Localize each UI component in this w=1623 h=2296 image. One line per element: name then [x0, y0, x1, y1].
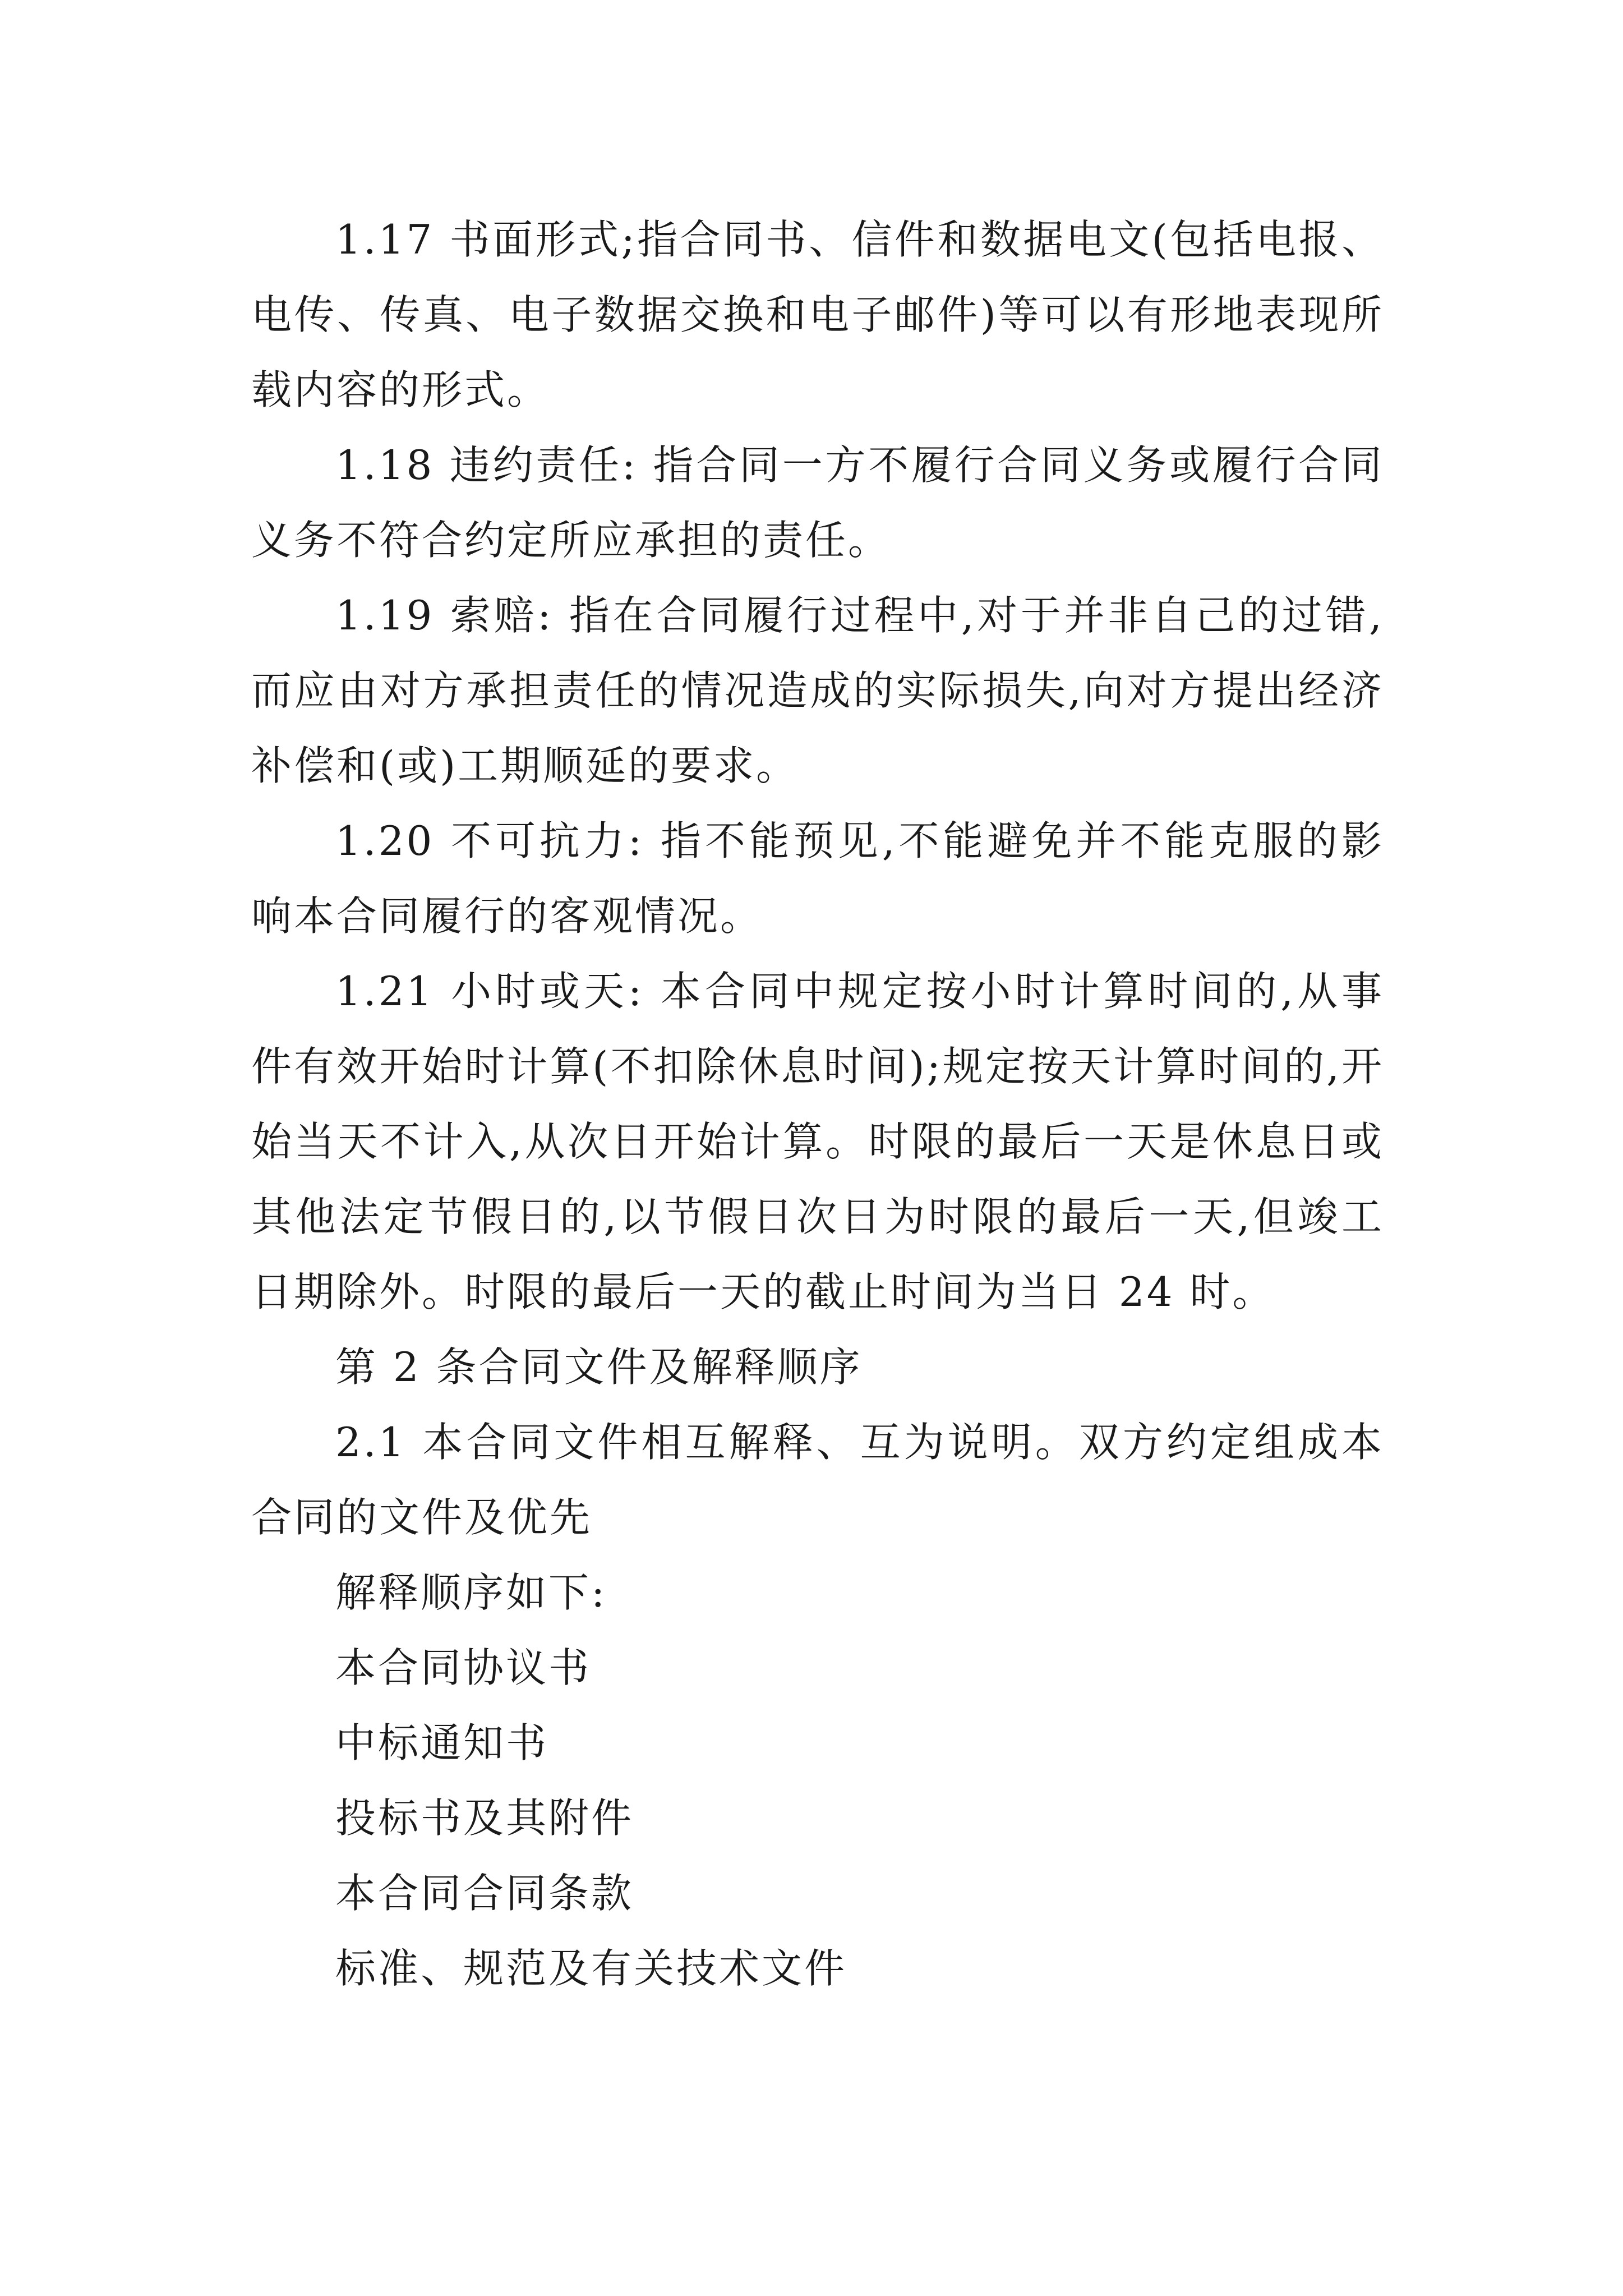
- clause-1-19: 1.19 索赔: 指在合同履行过程中,对于并非自己的过错,而应由对方承担责任的情况造成的实际损失,向对方提出经济补偿和(或)工期顺延的要求。: [251, 592, 1384, 789]
- clause-1-17: 1.17 书面形式;指合同书、信件和数据电文(包括电报、电传、传真、电子数据交换和电子邮件)等可以有形地表现所载内容的形式。: [251, 216, 1384, 413]
- list-item: 本合同合同条款: [335, 1870, 634, 1917]
- clause-1-20: 1.20 不可抗力: 指不能预见,不能避免并不能克服的影响本合同履行的客观情况。: [251, 817, 1384, 940]
- clause-2-1: 2.1 本合同文件相互解释、互为说明。双方约定组成本合同的文件及优先: [251, 1419, 1384, 1541]
- list-item: 本合同协议书: [335, 1644, 592, 1691]
- document-body: [251, 202, 1384, 2006]
- clause-1-18: 1.18 违约责任: 指合同一方不履行合同义务或履行合同义务不符合约定所应承担的责任。: [251, 441, 1384, 564]
- clause-1-21: 1.21 小时或天: 本合同中规定按小时计算时间的,从事件有效开始时计算(不扣除休息时间);规定按天计算时间的,开始当天不计入,从次日开始计算。时限的最后一天是休息日或其他法定节假日的,以节假日次日为时限的最后一天,但竣工日期除外。时限的最后一天的截止时间为当日 24 时。: [251, 968, 1384, 1315]
- interpretation-order-intro: 解释顺序如下:: [335, 1569, 607, 1616]
- list-item: 中标通知书: [335, 1719, 549, 1766]
- list-item: 投标书及其附件: [335, 1795, 634, 1842]
- article-2-heading: 第 2 条合同文件及解释顺序: [335, 1343, 863, 1391]
- list-item: 标准、规范及有关技术文件: [335, 1945, 847, 1992]
